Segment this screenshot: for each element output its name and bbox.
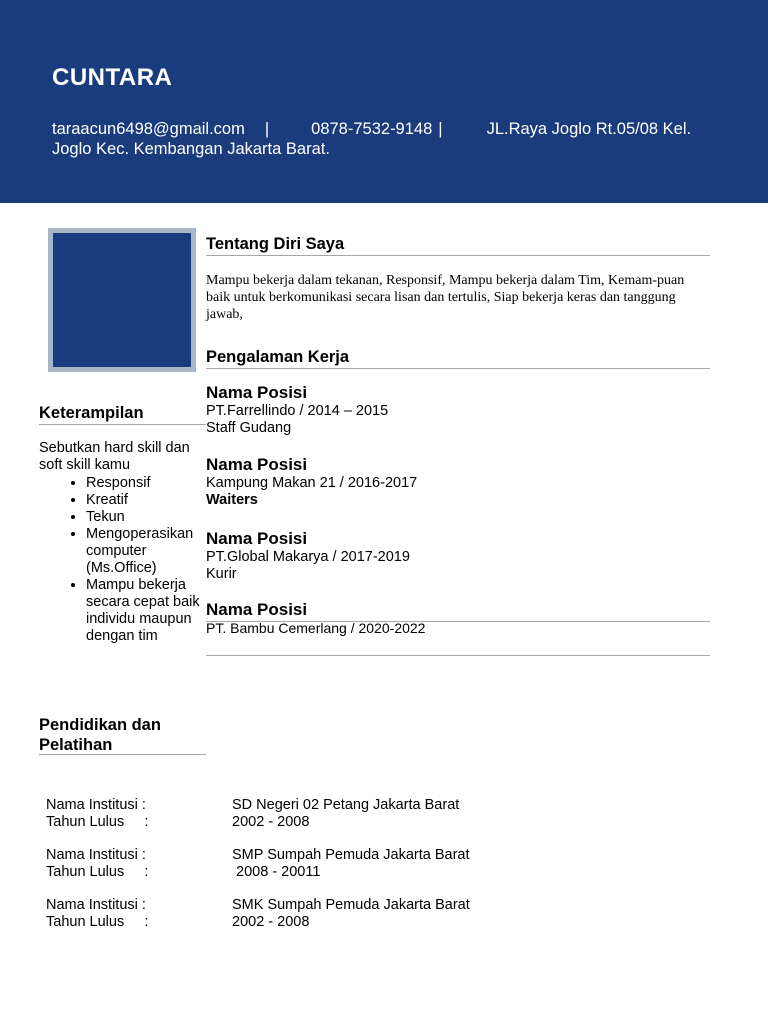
job-role: Kurir bbox=[206, 566, 237, 582]
skill-item: • Mengoperasikan computer (Ms.Office) bbox=[86, 526, 209, 577]
skills-list bbox=[39, 475, 209, 645]
job-position: Nama Posisi bbox=[206, 600, 308, 619]
edu-institution-label: Nama Institusi : bbox=[46, 797, 146, 813]
divider bbox=[206, 255, 710, 256]
education-title: Pendidikan dan Pelatihan bbox=[39, 716, 161, 754]
skills-intro: Sebutkan hard skill dan soft skill kamu bbox=[39, 440, 190, 473]
job-company: PT.Farrellindo / 2014 – 2015 bbox=[206, 403, 389, 419]
edu-institution: SMP Sumpah Pemuda Jakarta Barat bbox=[232, 847, 470, 863]
edu-institution-label: Nama Institusi : bbox=[46, 897, 146, 913]
skill-item: • Mampu bekerja secara cepat baik individu maupun dengan tim bbox=[86, 577, 209, 645]
email: taraacun6498@gmail.com bbox=[52, 120, 245, 138]
contact-info bbox=[52, 119, 732, 159]
edu-year-label: Tahun Lulus : bbox=[46, 814, 149, 830]
edu-year: 2002 - 2008 bbox=[232, 814, 310, 830]
edu-year-label: Tahun Lulus : bbox=[46, 914, 149, 930]
edu-institution-label: Nama Institusi : bbox=[46, 847, 146, 863]
job-role: Staff Gudang bbox=[206, 420, 292, 436]
contact-separator: | bbox=[264, 120, 270, 138]
skills-title: Keterampilan bbox=[39, 404, 144, 422]
full-name: CUNTARA bbox=[52, 64, 173, 91]
divider bbox=[206, 655, 710, 656]
edu-year: 2002 - 2008 bbox=[232, 914, 310, 930]
phone-number: 0878-7532-9148 bbox=[311, 120, 433, 138]
address: JL.Raya Joglo Rt.05/08 Kel. Joglo Kec. Kembangan Jakarta Barat. bbox=[52, 120, 692, 158]
profile-photo-placeholder bbox=[48, 228, 196, 372]
skill-item: • Tekun bbox=[86, 509, 209, 526]
job-company: PT.Global Makarya / 2017-2019 bbox=[206, 549, 410, 565]
divider bbox=[39, 424, 206, 425]
job-position: Nama Posisi bbox=[206, 529, 308, 548]
divider bbox=[206, 368, 710, 369]
edu-year-label: Tahun Lulus : bbox=[46, 864, 149, 880]
header-banner bbox=[0, 0, 768, 203]
job-position: Nama Posisi bbox=[206, 455, 308, 474]
edu-institution: SD Negeri 02 Petang Jakarta Barat bbox=[232, 797, 460, 813]
job-company: Kampung Makan 21 / 2016-2017 bbox=[206, 475, 418, 491]
skill-item: • Responsif bbox=[86, 475, 209, 492]
skill-item: • Kreatif bbox=[86, 492, 209, 509]
experience-title: Pengalaman Kerja bbox=[206, 348, 350, 366]
edu-year: 2008 - 20011 bbox=[232, 864, 321, 880]
job-company: PT. Bambu Cemerlang / 2020-2022 bbox=[206, 620, 426, 636]
job-role: Waiters bbox=[206, 492, 258, 508]
edu-institution: SMK Sumpah Pemuda Jakarta Barat bbox=[232, 897, 470, 913]
about-title: Tentang Diri Saya bbox=[206, 235, 345, 253]
job-position: Nama Posisi bbox=[206, 383, 308, 402]
contact-separator: | bbox=[438, 120, 443, 138]
divider bbox=[39, 754, 206, 755]
about-text: Mampu bekerja dalam tekanan, Responsif, Mampu bekerja dalam Tim, Kemam-puan baik untuk berkomunikasi secara lisan dan tertulis, Siap bekerja keras dan tanggung jawab, bbox=[206, 273, 685, 322]
